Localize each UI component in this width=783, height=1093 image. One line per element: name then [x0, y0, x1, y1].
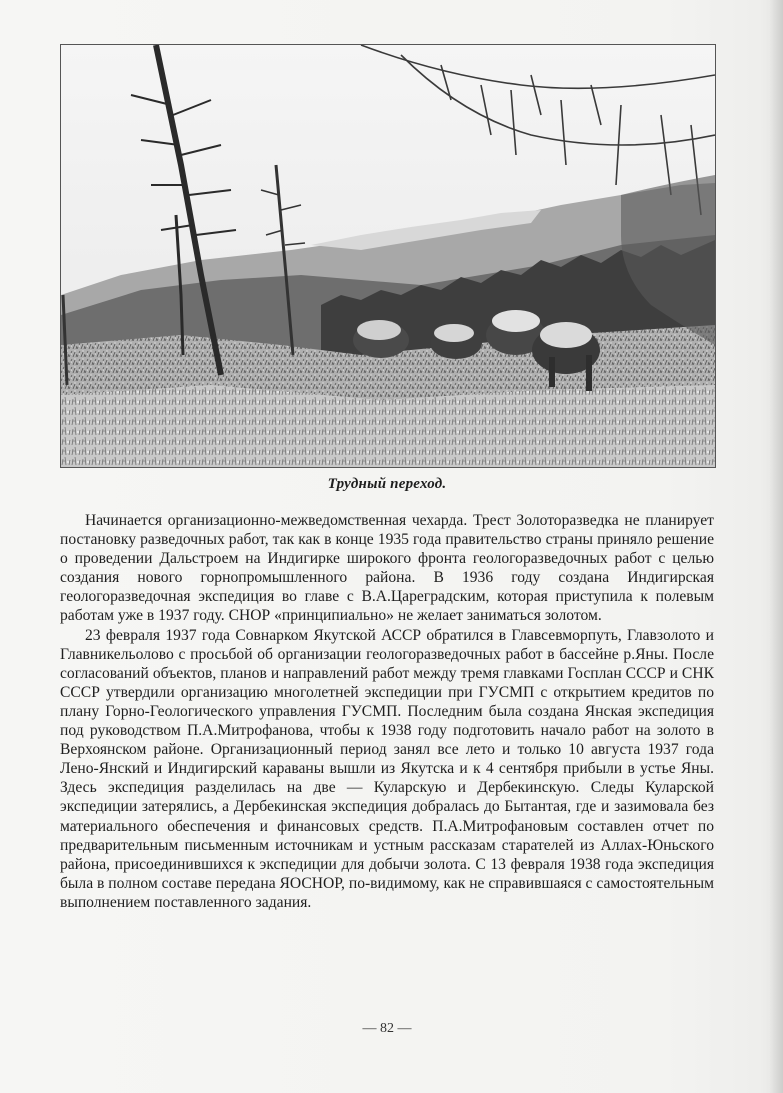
page-number: — 82 —: [362, 1021, 412, 1036]
body-text: [60, 511, 714, 912]
photo-mountain-caravan: [60, 44, 716, 468]
page-edge-shadow: [769, 0, 783, 1093]
photo-caption: Трудный переход.: [327, 476, 447, 492]
photo-landscape-icon: [61, 45, 715, 467]
paragraph-1: Начинается организационно-межведомственная чехарда. Трест Золоторазведка не планирует постановку разведочных работ, так как в конце 1935 года правительство страны приняло решение о проведении Дальстроем на Индигирке широкого фронта геологоразведочных работ с целью создания нового горнопромышленного района. В 1936 году создана Индигирская геологоразведочная экспедиция во главе с В.А.Цареградским, которая приступила к полевым работам уже в 1937 году. СНОР «принципиально» не желает заниматься золотом.: [60, 512, 714, 625]
paragraph-2: 23 февраля 1937 года Совнарком Якутской АССР обратился в Главсевморпуть, Главзолото и Главникельолово с просьбой об организации геологоразведочных работ в бассейне р.Яны. После согласований объектов, планов и направлений работ между тремя главками Госплан СССР и СНК СССР утвердили организацию многолетней экспедиции при ГУСМП с открытием кредитов по плану Горно-Геологического управления ГУСМП. Последним была создана Янская экспедиция под руководством П.А.Митрофанова, чтобы к 1938 году подготовить начало работ на золото в Верхоянском районе. Организационный период занял все лето и только 10 августа 1937 года Лено-Янский и Индигирский караваны вышли из Якутска и к 4 сентября прибыли в устье Яны. Здесь экспедиция разделилась на две — Куларскую и Дербекинскую. Следы Куларской экспедиции затерялись, а Дербекинская экспедиция добралась до Бытантая, где и зазимовала без материального обеспечения и финансовых средств. П.А.Митрофановым составлен отчет по предварительным письменным источникам и устным рассказам старателей из Аллах-Юньского района, присоединившихся к экспедиции для добычи золота. С 13 февраля 1938 года экспедиция была в полном составе передана ЯОСНОР, по-видимому, как не справившаяся с самостоятельным выполнением поставленного задания.: [60, 626, 714, 911]
